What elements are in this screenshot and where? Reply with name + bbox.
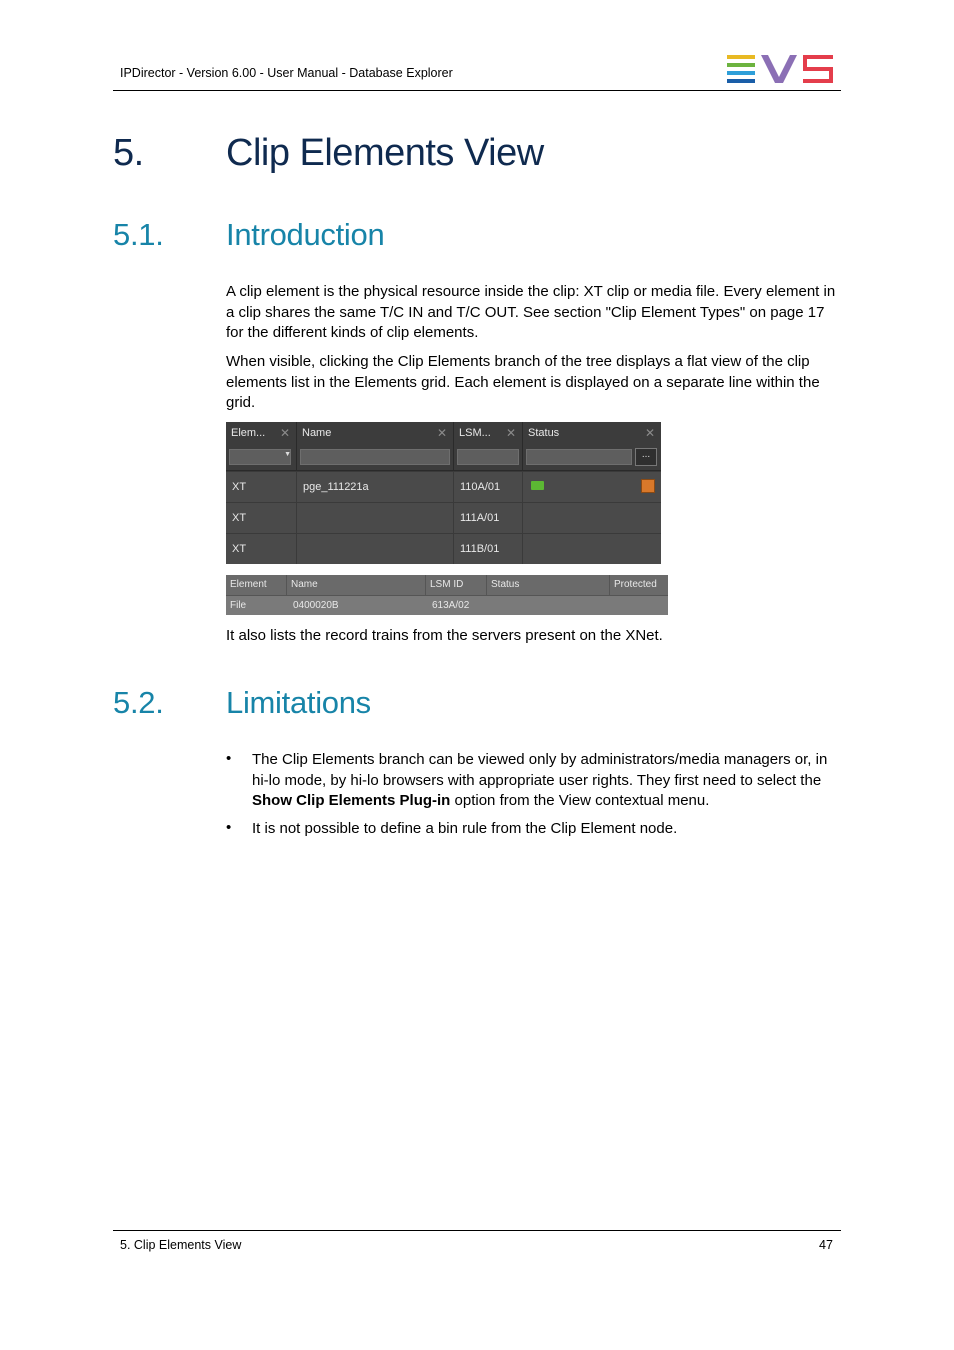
cell-element: XT [226,534,297,564]
chapter-number: 5. [113,132,144,174]
section-title: Introduction [226,217,385,252]
footer-rule [113,1230,841,1231]
column-label: Status [528,427,560,439]
cell-element: File [230,600,247,611]
cell-name [297,534,454,564]
cell-element: XT [226,472,297,502]
column-label: LSM... [459,427,491,439]
elements-grid-screenshot [226,422,661,564]
limitation-item-2: It is not possible to define a bin rule from the Clip Element node. [252,820,678,837]
cell-status [523,503,661,533]
filter-dropdown[interactable] [229,449,291,465]
column-name[interactable] [297,422,454,470]
column-status[interactable]: Status [487,575,610,595]
intro-paragraph-2: When visible, clicking the Clip Elements branch of the tree displays a flat view of the clip elements list in the Elements grid. Each element is displayed on a separate line within the grid. [226,353,820,411]
column-protected[interactable]: Protected [614,579,657,590]
folder-icon [531,481,544,490]
close-icon[interactable]: ✕ [436,426,447,440]
cell-name: pge_111221a [297,472,454,502]
cell-lsm: 613A/02 [432,600,470,611]
cell-lsm: 111A/01 [454,503,523,533]
evs-logo [727,55,835,83]
cell-lsm: 110A/01 [454,472,523,502]
filter-input[interactable] [526,449,632,465]
bullet-text-part: The Clip Elements branch can be viewed only by administrators/media managers or, in hi-lo mode, by hi-lo browsers with appropriate user rights. They first need to select the [252,751,828,789]
more-button[interactable]: ... [635,448,657,466]
table-row[interactable] [226,533,661,564]
column-status[interactable] [523,422,661,470]
column-label: Name [302,427,332,439]
section-number: 5.2. [113,685,164,720]
chapter-title: Clip Elements View [226,132,544,174]
column-lsm[interactable] [454,422,523,470]
bullet-marker: • [226,819,232,836]
cell-name [297,503,454,533]
column-lsm-id[interactable]: LSM ID [426,575,487,595]
column-name[interactable]: Name [287,575,426,595]
running-header: IPDirector - Version 6.00 - User Manual - Database Explorer [120,66,453,80]
running-footer: 5. Clip Elements View [120,1238,242,1252]
section-number: 5.1. [113,217,164,252]
bullet-marker: • [226,750,232,767]
cell-lsm: 111B/01 [454,534,523,564]
intro-paragraph-1: A clip element is the physical resource inside the clip: XT clip or media file. Every element in a clip shares the same T/C IN and T/C OUT. See section "Clip Element Types" on page 17 for the different kinds of clip elements. [226,283,836,341]
table-row[interactable] [226,471,661,502]
cell-name: 0400020B [293,600,339,611]
page-number: 47 [819,1238,833,1252]
close-icon[interactable]: ✕ [279,426,290,440]
column-element[interactable] [226,422,297,470]
bullet-text-part: option from the View contextual menu. [450,792,710,809]
column-label: Elem... [231,427,266,439]
close-icon[interactable]: ✕ [505,426,516,440]
filter-input[interactable] [300,449,450,465]
menu-option-name: Show Clip Elements Plug-in [252,792,451,809]
grid-header [226,575,668,596]
grid-header [226,422,661,471]
intro-paragraph-3: It also lists the record trains from the servers present on the XNet. [226,627,663,644]
close-icon[interactable]: ✕ [644,426,655,440]
column-element[interactable]: Element [226,575,287,595]
filter-input[interactable] [457,449,519,465]
limitation-item-1 [252,750,842,812]
header-rule [113,90,841,91]
cell-status [523,534,661,564]
table-row[interactable] [226,502,661,533]
record-trains-grid-screenshot [226,575,668,615]
protected-icon [641,479,655,493]
cell-element: XT [226,503,297,533]
chevron-down-icon[interactable]: ▼ [284,451,291,458]
section-title: Limitations [226,685,371,720]
